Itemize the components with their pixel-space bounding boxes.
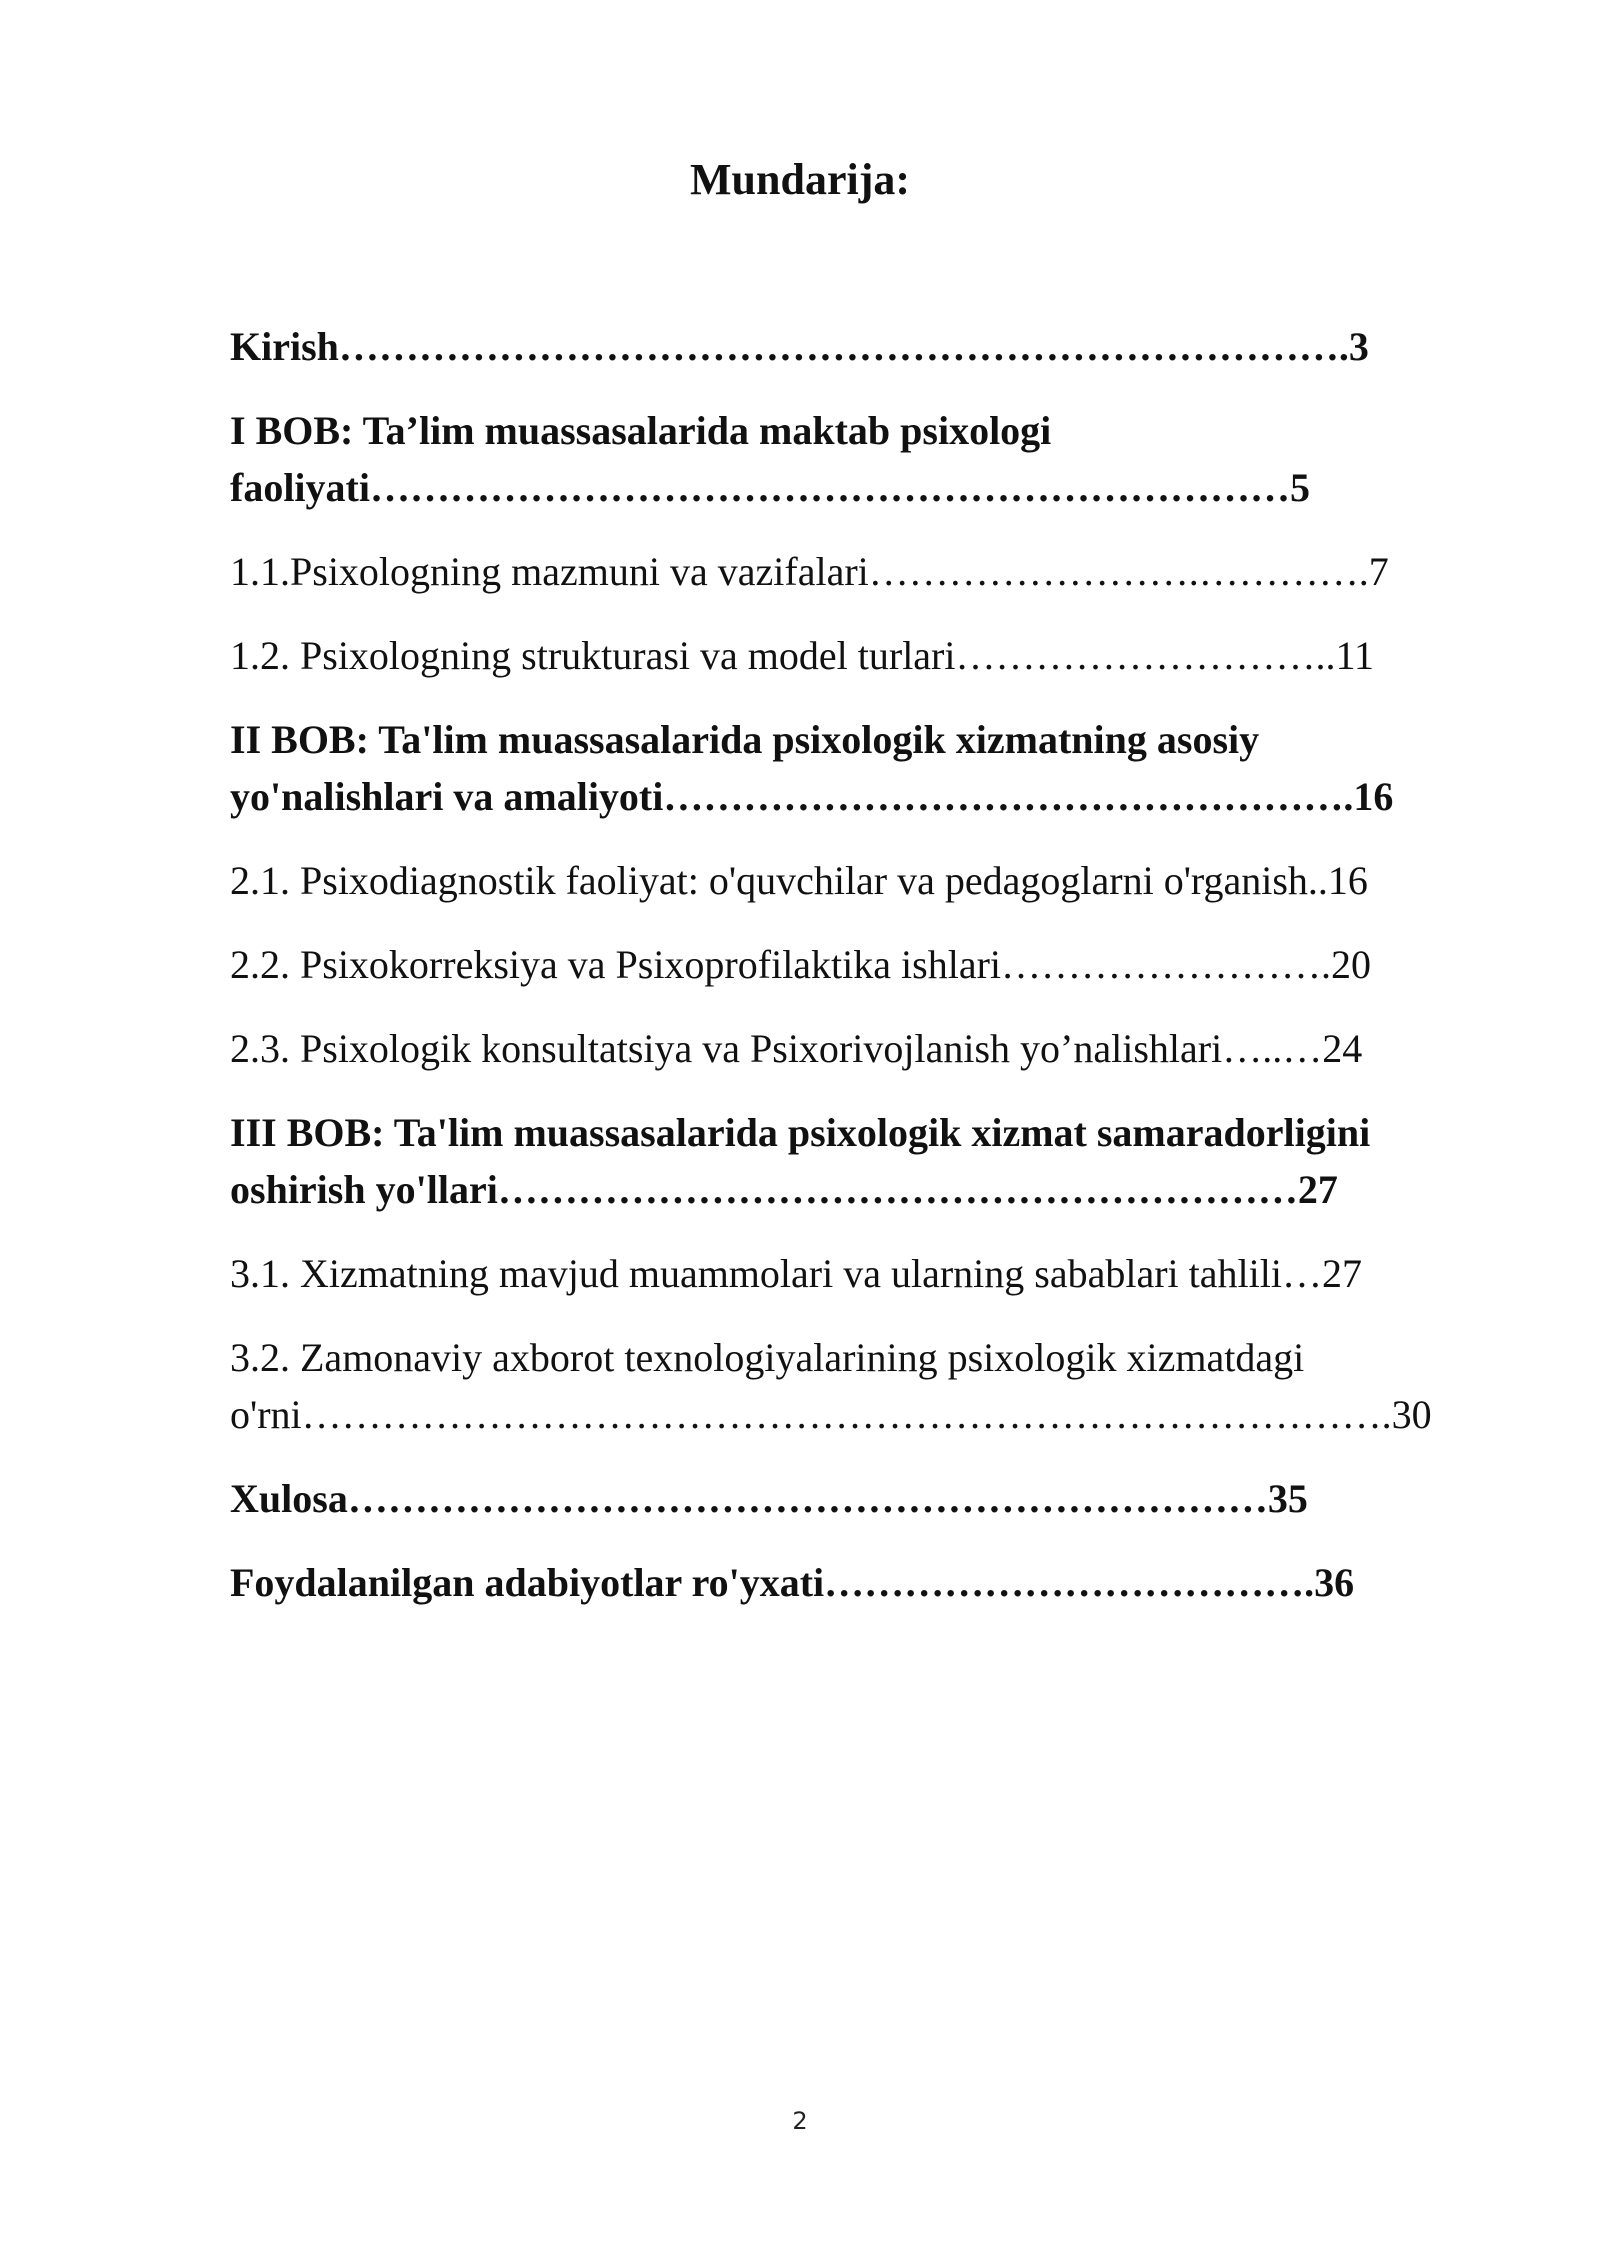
table-of-contents xyxy=(230,318,1500,1638)
toc-entry-text: Foydalanilgan adabiyotlar ro'yxati……………………………….36 xyxy=(230,1560,1355,1605)
toc-entry-3-2 xyxy=(230,1329,1500,1443)
toc-entry-1-2 xyxy=(230,627,1500,684)
toc-entry-line2: o'rni……………………………………………………………………….30 xyxy=(230,1392,1432,1437)
toc-entry-line1: II BOB: Ta'lim muassasalarida psixologik xizmatning asosiy xyxy=(230,717,1260,762)
toc-entry-3-1 xyxy=(230,1245,1500,1302)
toc-entry-text: 1.1.Psixologning mazmuni va vazifalari…………………….………….7 xyxy=(230,549,1389,594)
toc-entry-chapter-3 xyxy=(230,1104,1500,1218)
toc-entry-chapter-2 xyxy=(230,711,1500,825)
toc-entry-line2: yo'nalishlari va amaliyoti…………………………………………….16 xyxy=(230,774,1394,819)
toc-entry-line1: 3.2. Zamonaviy axborot texnologiyalarining psixologik xizmatdagi xyxy=(230,1335,1305,1380)
toc-entry-line1: I BOB: Ta’lim muassasalarida maktab psixologi xyxy=(230,408,1052,453)
toc-entry-xulosa xyxy=(230,1470,1500,1527)
toc-entry-chapter-1 xyxy=(230,402,1500,516)
toc-entry-text: Kirish………………………………………………………………….3 xyxy=(230,324,1369,369)
toc-entry-text: 2.3. Psixologik konsultatsiya va Psixorivojlanish yo’nalishlari…..…24 xyxy=(230,1026,1363,1071)
toc-entry-text: 3.1. Xizmatning mavjud muammolari va ularning sabablari tahlili…27 xyxy=(230,1251,1362,1296)
toc-entry-1-1 xyxy=(230,543,1500,600)
toc-title: Mundarija: xyxy=(690,155,910,204)
toc-entry-kirish xyxy=(230,318,1500,375)
page-number: 2 xyxy=(792,2107,808,2135)
toc-entry-text: Xulosa……………………………………………………………35 xyxy=(230,1476,1308,1521)
toc-entry-2-1 xyxy=(230,852,1500,909)
toc-entry-line2: faoliyati……………………………………………………………5 xyxy=(230,465,1310,510)
toc-entry-text: 2.2. Psixokorreksiya va Psixoprofilaktika ishlari…………………….20 xyxy=(230,942,1372,987)
toc-entry-2-3 xyxy=(230,1020,1500,1077)
toc-entry-2-2 xyxy=(230,936,1500,993)
toc-entry-text: 1.2. Psixologning strukturasi va model turlari………………………..11 xyxy=(230,633,1375,678)
toc-entry-text: 2.1. Psixodiagnostik faoliyat: o'quvchilar va pedagoglarni o'rganish..16 xyxy=(230,858,1368,903)
toc-entry-references xyxy=(230,1554,1500,1611)
toc-entry-line1: III BOB: Ta'lim muassasalarida psixologik xizmat samaradorligini xyxy=(230,1110,1371,1155)
toc-entry-line2: oshirish yo'llari……………………………………………………27 xyxy=(230,1167,1338,1212)
